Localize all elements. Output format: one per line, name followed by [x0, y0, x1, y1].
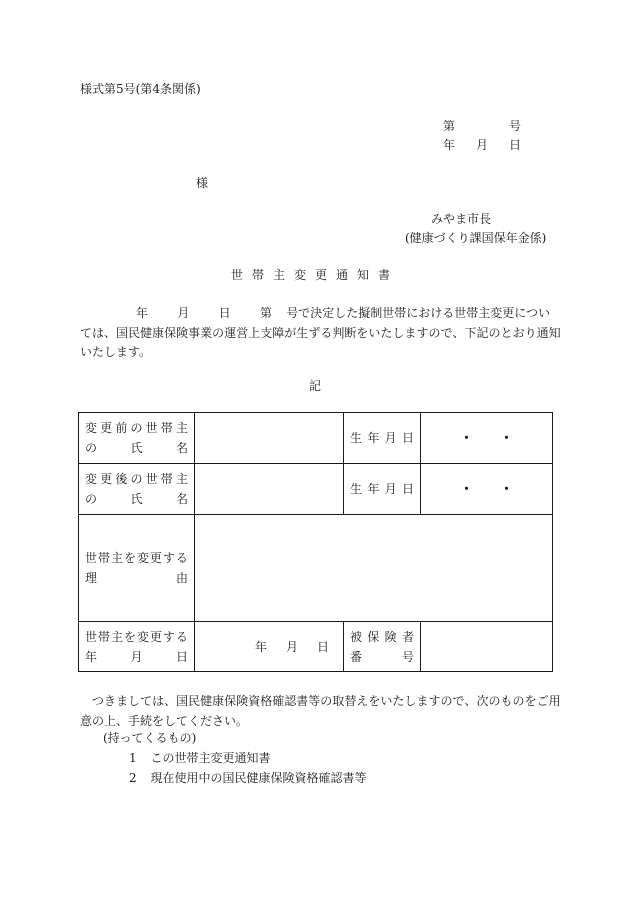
bring-item-1-number: 1 — [129, 751, 137, 765]
before-label-2-char: 氏 — [130, 441, 143, 455]
before-label-1-char: 帯 — [160, 421, 173, 435]
before-birthdate-label-cell — [344, 413, 421, 464]
before-label-1-char: 世 — [145, 421, 158, 435]
before-name-field[interactable] — [195, 413, 344, 464]
after-label-1-char: の — [130, 472, 143, 486]
change-date-label-1-char: を — [123, 629, 136, 644]
issue-year: 年 — [443, 138, 456, 152]
after-label-2-char: 氏 — [130, 492, 143, 506]
insured-label-2 — [350, 647, 414, 667]
reason-label-2-char: 理 — [85, 571, 98, 585]
before-birthdate-label-char: 生 — [350, 431, 363, 445]
reason-label-1-char: 変 — [136, 551, 149, 565]
after-birthdate-field[interactable] — [421, 464, 553, 515]
change-day-unit: 日 — [316, 640, 329, 654]
after-birthdate-label-char: 年 — [367, 482, 380, 496]
change-date-label-1-char: 世 — [85, 629, 98, 644]
intro-year: 年 — [136, 306, 149, 320]
number-prefix: 第 — [443, 119, 456, 133]
insured-label-cell — [344, 622, 421, 672]
insured-label-1-char: 保 — [367, 629, 380, 644]
change-date-label-1-char: 変 — [136, 629, 149, 644]
reason-label-2-char: 由 — [175, 571, 188, 585]
before-label-2-char: の — [85, 441, 98, 455]
insured-label-1-char: 険 — [384, 629, 397, 644]
intro-line3: いたします。 — [80, 345, 152, 359]
before-label-2 — [85, 438, 188, 458]
after-birthdate-label-char: 月 — [384, 482, 397, 496]
change-date-label-2-char: 日 — [175, 649, 188, 664]
issue-day: 日 — [508, 138, 521, 152]
after-birthdate-label-cell — [344, 464, 421, 515]
row-after — [79, 464, 553, 515]
record-table — [78, 412, 553, 672]
intro-line1-rest: 号で決定した擬制世帯における世帯主変更につい — [286, 306, 550, 320]
before-birthdate-label-char: 年 — [367, 431, 380, 445]
notice-line2: 意の上、手続をしてください。 — [80, 714, 249, 728]
after-birthdate-label-char: 生 — [350, 482, 363, 496]
change-date-label-1-char: る — [175, 629, 188, 644]
reason-label-1-char: す — [162, 551, 175, 565]
before-birthdate-dots-char: ・ — [499, 431, 514, 447]
after-label-1-char: 変 — [85, 472, 98, 486]
row-reason — [79, 515, 553, 622]
ki-heading: 記 — [308, 379, 321, 393]
after-birthdate-dots-char: ・ — [459, 482, 474, 498]
before-birthdate-label-char: 月 — [384, 431, 397, 445]
after-label-1-char: 更 — [100, 472, 113, 486]
before-label-2-char: 名 — [175, 441, 188, 455]
before-label-1-char: 前 — [115, 421, 128, 435]
after-label-cell — [79, 464, 195, 515]
issue-month: 月 — [475, 138, 488, 152]
before-birthdate-label-char: 日 — [401, 431, 414, 445]
form-label: 様式第5号(第4条関係) — [80, 82, 201, 96]
reason-label-1-char: 世 — [85, 551, 98, 565]
row-change-date — [79, 622, 553, 672]
after-birthdate-label — [350, 479, 414, 499]
insured-label-2-char: 号 — [401, 649, 414, 664]
change-date-label-2 — [85, 647, 188, 667]
after-label-1-char: 主 — [175, 472, 188, 486]
before-birthdate-dots-char: ・ — [459, 431, 474, 447]
after-birthdate-dots-char: ・ — [499, 482, 514, 498]
sender-department: (健康づくり課国保年金係) — [405, 231, 547, 245]
before-birthdate-label — [350, 428, 414, 448]
change-year-unit: 年 — [255, 640, 268, 654]
change-date-label-2-char: 月 — [130, 649, 143, 664]
document-number — [443, 119, 521, 133]
change-date-label-2-char: 年 — [85, 649, 98, 664]
reason-label-cell — [79, 515, 195, 622]
after-name-field[interactable] — [195, 464, 344, 515]
row-before — [79, 413, 553, 464]
change-date-units — [195, 638, 343, 655]
reason-label-1-char: を — [123, 551, 136, 565]
bring-label: (持ってくるもの) — [103, 731, 197, 745]
notice-paragraph — [80, 691, 561, 731]
before-label-1-char: 変 — [85, 421, 98, 435]
change-date-label-1-char: 更 — [149, 629, 162, 644]
bring-item-2-number: 2 — [129, 771, 137, 785]
before-label-cell — [79, 413, 195, 464]
issue-date — [443, 138, 521, 152]
after-label-2-char: 名 — [175, 492, 188, 506]
bring-item-2 — [129, 771, 366, 785]
insured-number-field[interactable] — [421, 622, 553, 672]
change-date-label-cell — [79, 622, 195, 672]
insured-label-2-char: 番 — [350, 649, 363, 664]
after-birthdate-dots — [421, 479, 552, 499]
intro-line2: て は 、 国 民 健 康 保 険 事 業 の 運 営 上 支 障 が 生 ず る 判 断 を い た し ま す の で 、 下 記 の と お り 通 知 — [80, 325, 561, 340]
reason-label-2 — [85, 568, 188, 588]
reason-label-1-char: 帯 — [97, 551, 110, 565]
insured-label-1-char: 被 — [350, 629, 363, 644]
insured-label-1-char: 者 — [401, 629, 414, 644]
intro-dai: 第 — [259, 306, 272, 320]
reason-label-1-char: る — [175, 551, 188, 565]
bring-item-1 — [129, 751, 270, 765]
change-month-unit: 月 — [285, 640, 298, 654]
bring-item-2-text: 現在使用中の国民健康保険資格確認書等 — [150, 771, 367, 785]
document-title: 世帯主変更通知書 — [230, 268, 399, 282]
after-label-1-char: 世 — [145, 472, 158, 486]
sender-name: みやま市長 — [431, 212, 492, 226]
number-suffix: 号 — [508, 119, 521, 133]
change-date-field[interactable] — [195, 622, 344, 672]
before-label-1 — [85, 418, 188, 438]
intro-day: 日 — [218, 306, 231, 320]
notice-line1: つ き ま し て は 、 国 民 健 康 保 険 資 格 確 認 書 等 の 取 替 え を い た し ま す の で 、 次 の も の を ご 用 — [92, 694, 561, 708]
change-date-label-1-char: す — [162, 629, 175, 644]
before-label-1-char: 主 — [175, 421, 188, 435]
change-date-label-1-char: 帯 — [97, 629, 110, 644]
before-label-1-char: 更 — [100, 421, 113, 435]
reason-label-1-char: 主 — [110, 551, 123, 565]
after-label-1-char: 帯 — [160, 472, 173, 486]
before-birthdate-field[interactable] — [421, 413, 553, 464]
change-date-label-1-char: 主 — [110, 629, 123, 644]
addressee-honorific: 様 — [196, 176, 209, 190]
before-label-1-char: の — [130, 421, 143, 435]
reason-label-1 — [85, 548, 188, 568]
before-birthdate-dots — [421, 428, 552, 448]
after-birthdate-label-char: 日 — [401, 482, 414, 496]
after-label-1 — [85, 469, 188, 489]
insured-label-1 — [350, 627, 414, 647]
intro-paragraph — [80, 304, 561, 363]
intro-month: 月 — [177, 306, 190, 320]
reason-field[interactable] — [195, 515, 553, 622]
after-label-2-char: の — [85, 492, 98, 506]
after-label-1-char: 後 — [115, 472, 128, 486]
reason-label-1-char: 更 — [149, 551, 162, 565]
change-date-label-1 — [85, 627, 188, 647]
after-label-2 — [85, 489, 188, 509]
bring-item-1-text: この世帯主変更通知書 — [150, 751, 271, 765]
